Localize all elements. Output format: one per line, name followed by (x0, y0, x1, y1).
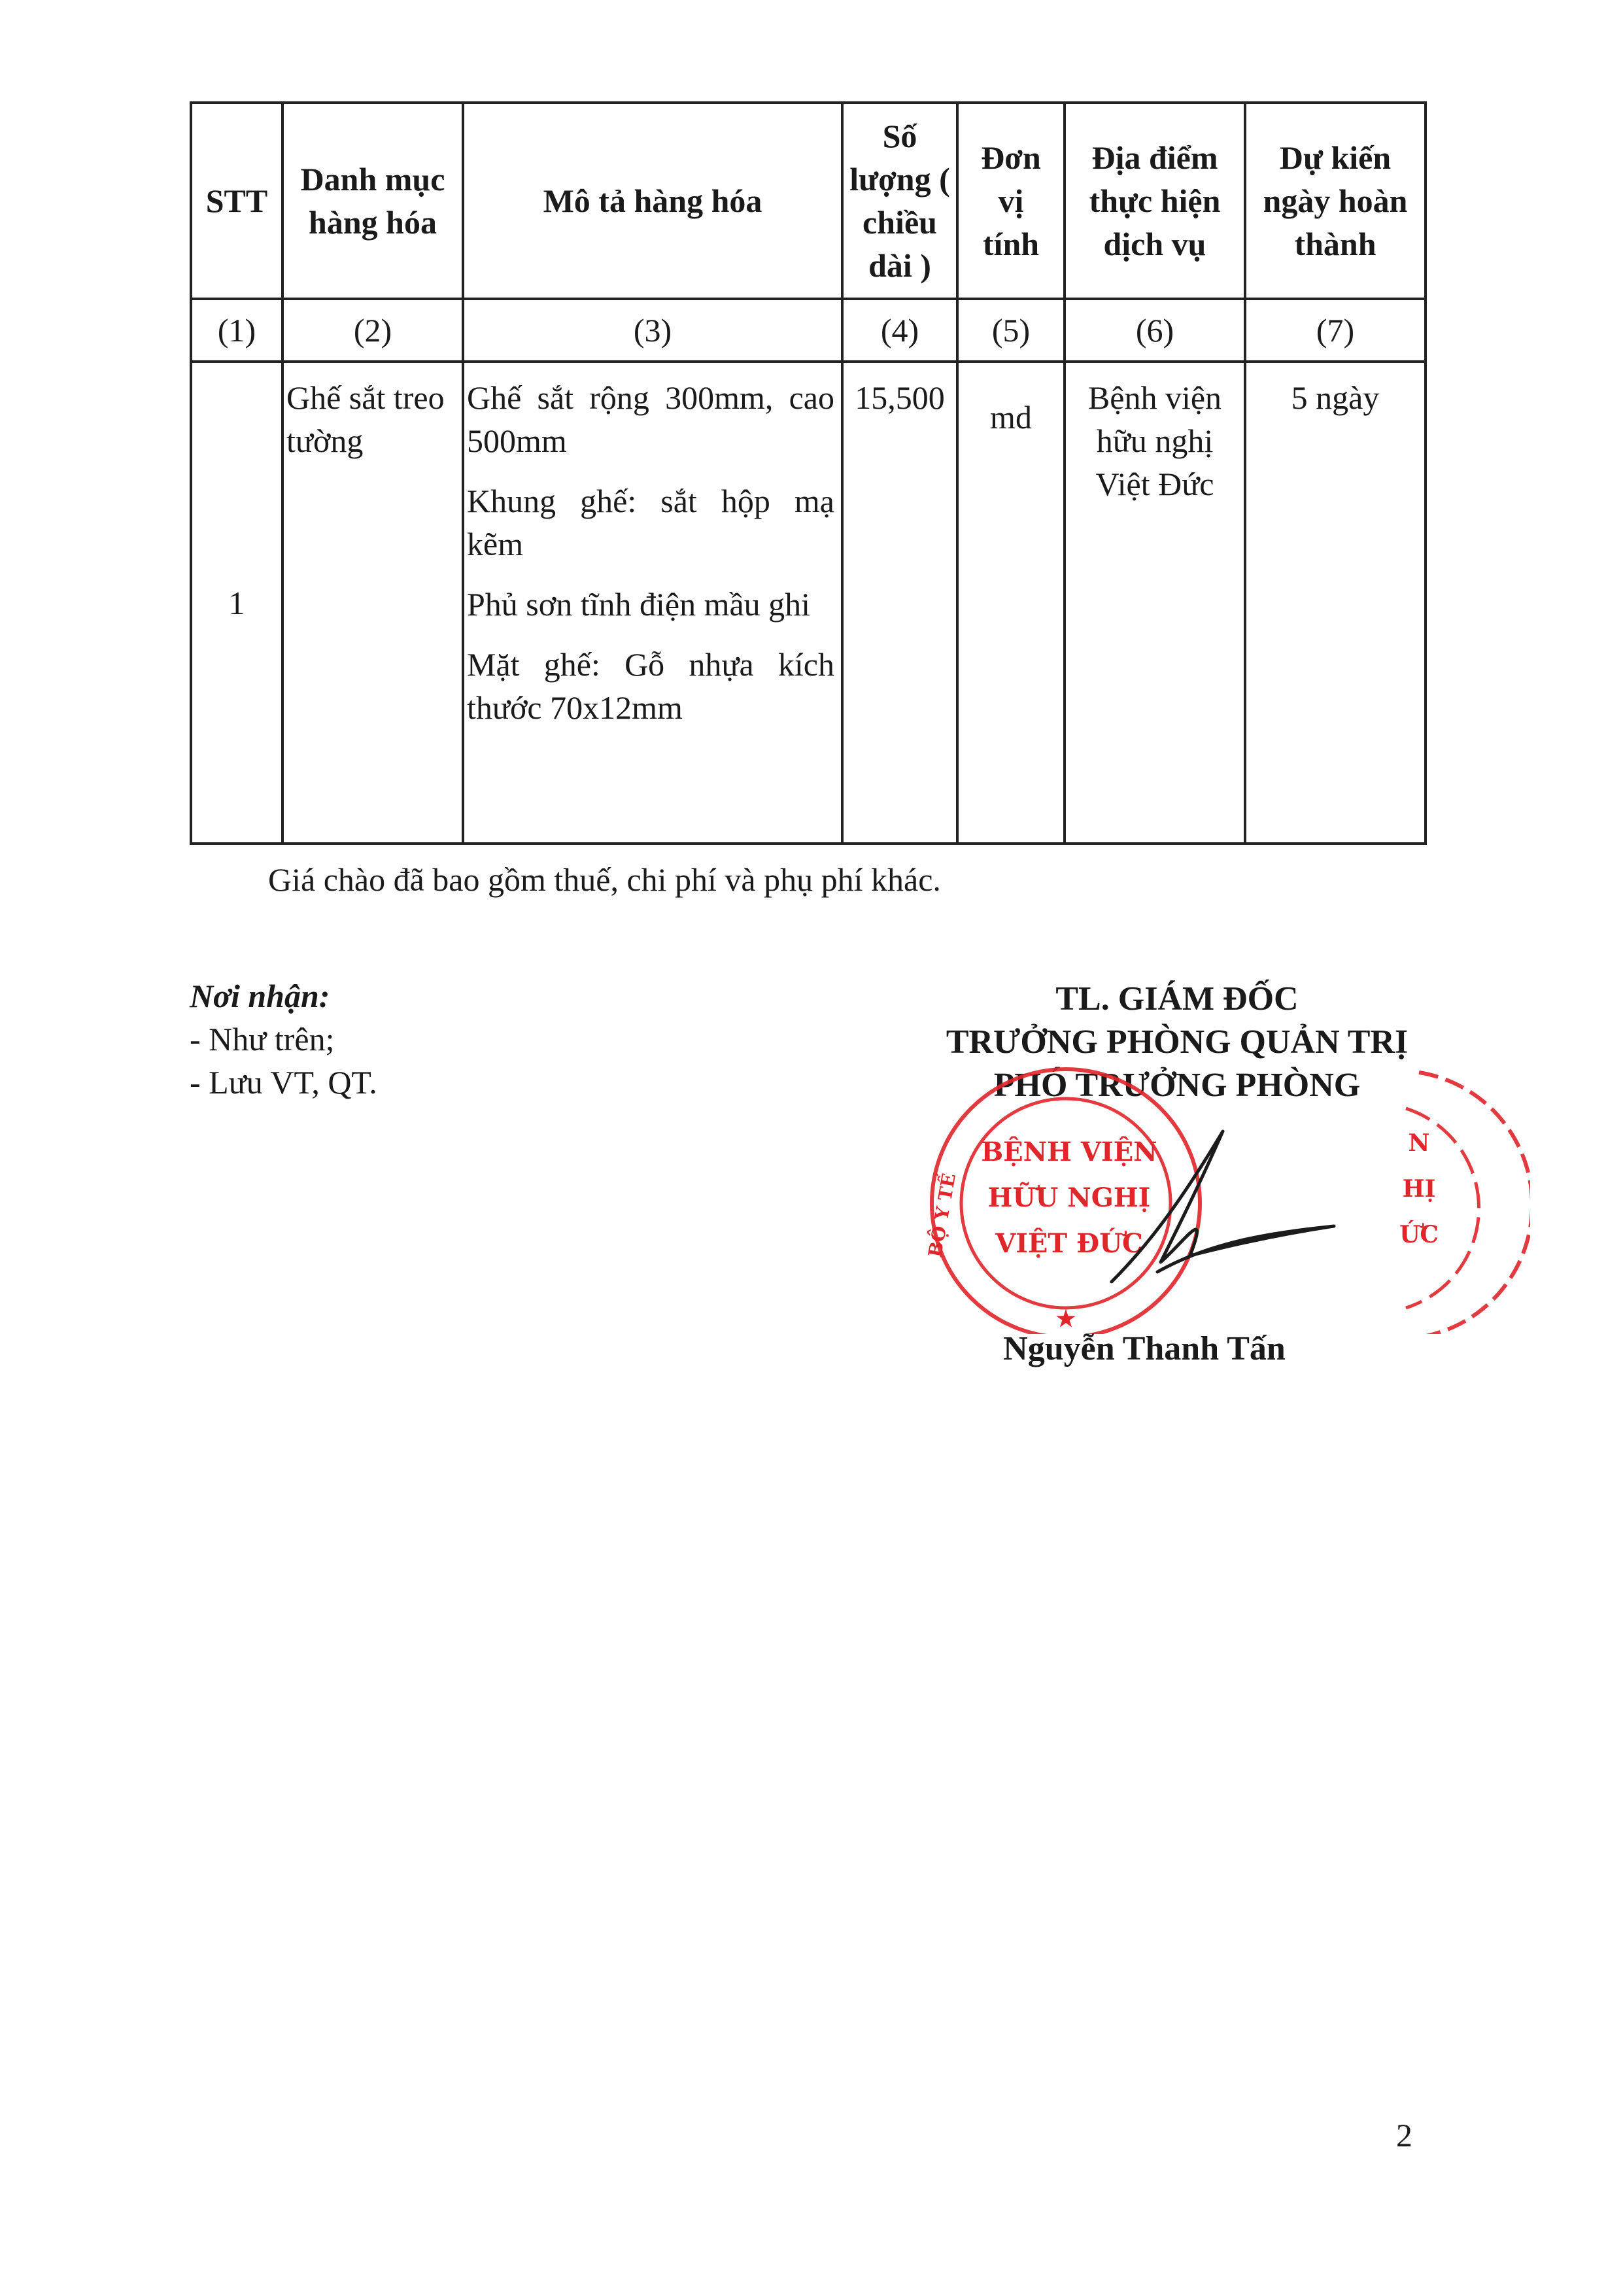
signature-line-2: TRƯỞNG PHÒNG QUẢN TRỊ (946, 1023, 1409, 1061)
column-number: (7) (1245, 299, 1426, 362)
cell-quantity: 15,500 (842, 362, 957, 844)
cell-stt: 1 (191, 362, 282, 844)
header-description: Mô tả hàng hóa (463, 103, 842, 299)
description-line: Phủ sơn tĩnh điện mầu ghi (467, 586, 811, 623)
column-number: (4) (842, 299, 957, 362)
seal-text-line: BỆNH VIỆN (981, 1137, 1157, 1167)
header-category: Danh mục hàng hóa (282, 103, 463, 299)
cell-completion: 5 ngày (1245, 362, 1426, 844)
header-stt: STT (191, 103, 282, 299)
description-line: Khung ghế: sắt hộp mạ kẽm (467, 483, 834, 562)
signature-line-3: PHÓ TRƯỞNG PHÒNG (993, 1067, 1361, 1104)
signature-line-1: TL. GIÁM ĐỐC (1055, 980, 1299, 1018)
seal-partial-line: N (1408, 1129, 1430, 1157)
table-header-row (191, 103, 1426, 299)
column-number: (6) (1065, 299, 1245, 362)
recipient-item: - Lưu VT, QT. (190, 1064, 377, 1101)
cell-category: Ghế sắt treo tường (282, 362, 463, 844)
seal-partial-line: ỨC (1399, 1221, 1439, 1248)
seal-ring-text: BỘ Y TẾ (924, 1171, 961, 1259)
description-line: Mặt ghế: Gỗ nhựa kích thước 70x12mm (467, 646, 834, 726)
column-number: (5) (957, 299, 1065, 362)
seal-text-line: HỮU NGHỊ (987, 1182, 1151, 1213)
description-line: Ghế sắt rộng 300mm, cao 500mm (467, 379, 834, 459)
seal-star: ★ (1055, 1306, 1076, 1332)
seal-partial-line: HỊ (1402, 1175, 1436, 1203)
cell-description (463, 362, 842, 844)
recipients-block (190, 974, 377, 1104)
official-seal (902, 1046, 1530, 1334)
page-number: 2 (1396, 2117, 1412, 2153)
column-number: (1) (191, 299, 282, 362)
table-row (191, 362, 1426, 844)
header-quantity: Số lượng ( chiều dài ) (842, 103, 957, 299)
header-place: Địa điểm thực hiện dịch vụ (1065, 103, 1245, 299)
column-number-row (191, 299, 1426, 362)
cell-place: Bệnh viện hữu nghị Việt Đức (1065, 362, 1245, 844)
header-unit: Đơn vị tính (957, 103, 1065, 299)
seal-text-line: VIỆT ĐỨC (995, 1228, 1143, 1259)
price-note: Giá chào đã bao gồm thuế, chi phí và phụ phí khác. (268, 861, 941, 898)
goods-table (190, 101, 1427, 845)
column-number: (2) (282, 299, 463, 362)
signer-name: Nguyễn Thanh Tấn (1003, 1330, 1286, 1367)
header-completion: Dự kiến ngày hoàn thành (1245, 103, 1426, 299)
column-number: (3) (463, 299, 842, 362)
cell-unit: md (957, 362, 1065, 844)
recipient-item: - Như trên; (190, 1021, 335, 1057)
recipients-title: Nơi nhận: (190, 978, 330, 1014)
